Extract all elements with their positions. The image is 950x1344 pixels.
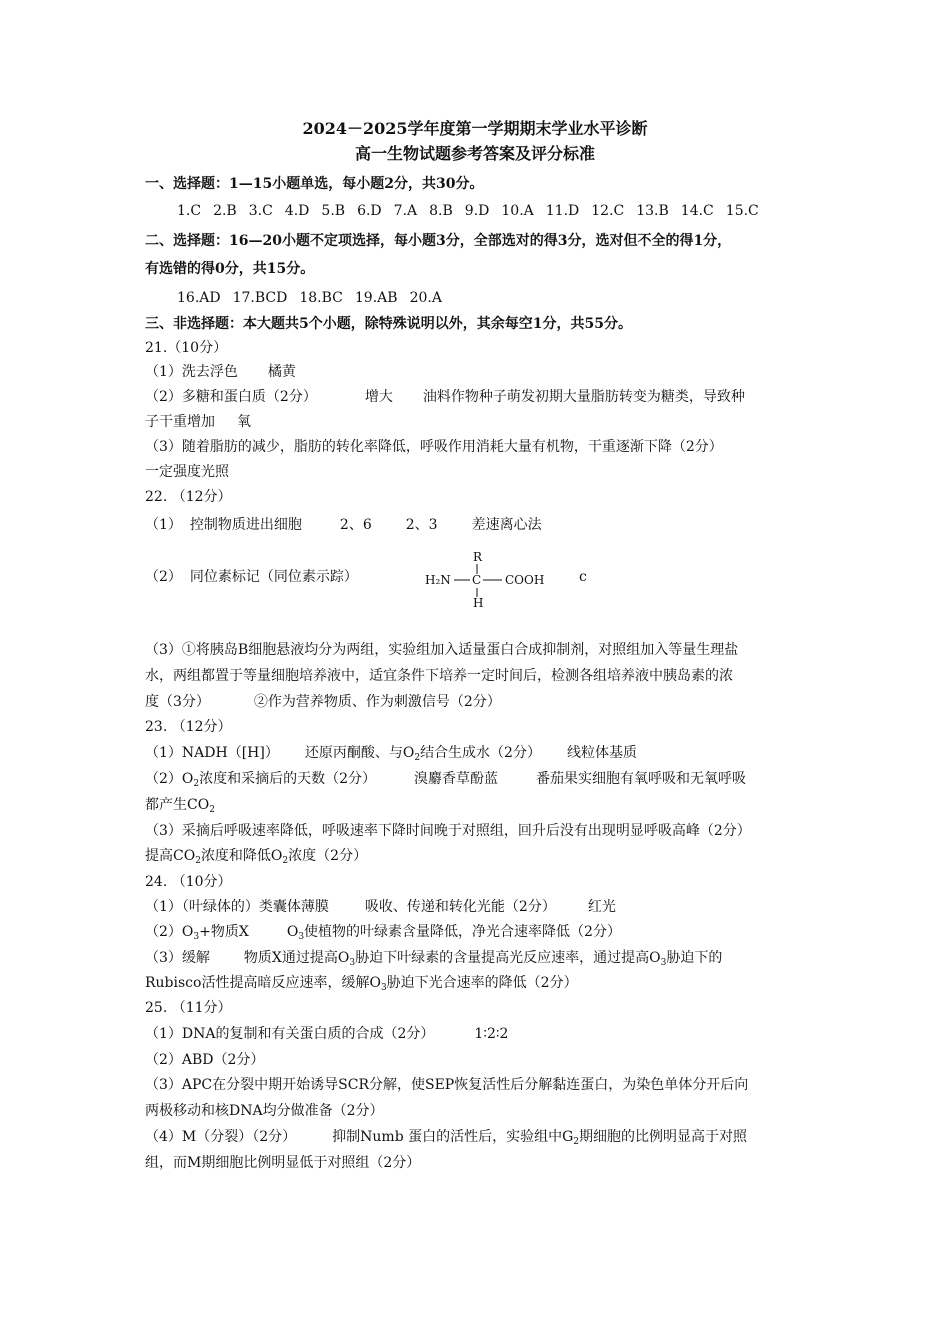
- section1-answer: 13.B: [636, 203, 669, 219]
- section1-answer: 3.C: [248, 203, 273, 219]
- chem-bonds: [420, 548, 570, 618]
- q25-part3-line1: （3）APC在分裂中期开始诱导SCR分解，使SEP恢复活性后分解黏连蛋白，为染色单体分开后向: [145, 1077, 749, 1093]
- q23-part3: （3）采摘后呼吸速率降低，呼吸速率下降时间晚于对照组，回升后没有出现明显呼吸高峰（2分）: [145, 823, 751, 839]
- section2-answer: 17.BCD: [232, 290, 288, 306]
- q24-heading: 24. （10分）: [145, 874, 232, 890]
- q25-part4-cont: 组，而M期细胞比例明显低于对照组（2分）: [145, 1155, 421, 1171]
- q24-part3-cont: Rubisco活性提高暗反应速率，缓解$O_3$胁迫下光合速率的降低（2分）: [145, 975, 578, 993]
- q25-part4: （4）M（分裂）（2分） 抑制Numb 蛋白的活性后，实验组中$G_2$期细胞的比例明显高于对照: [145, 1129, 748, 1147]
- section1-answer: 5.B: [321, 203, 346, 219]
- q23-part2-cont: 都产生$CO_2$: [145, 797, 215, 815]
- q22-part3-line1: （3）①将胰岛B细胞悬液均分为两组，实验组加入适量蛋白合成抑制剂，对照组加入等量生理盐: [145, 642, 739, 658]
- section1-answer: 9.D: [464, 203, 490, 219]
- section1-answer: 2.B: [213, 203, 237, 219]
- amino-acid-structure: [420, 548, 570, 618]
- section3-heading: 三、非选择题：本大题共5个小题，除特殊说明以外，其余每空1分，共55分。: [145, 316, 632, 332]
- section1-answer: 8.B: [429, 203, 453, 219]
- section2-answers: [177, 288, 454, 308]
- section2-heading-line2: 有选错的得0分，共15分。: [145, 261, 315, 277]
- q22-part1: （1） 控制物质进出细胞 2、6 2、3 差速离心法: [145, 517, 542, 533]
- q23-heading: 23. （12分）: [145, 719, 232, 735]
- q21-part2-cont: 子干重增加 氧: [145, 414, 251, 430]
- section1-answer: 4.D: [284, 203, 310, 219]
- section1-answer: 6.D: [357, 203, 382, 219]
- q21-part3: （3）随着脂肪的减少，脂肪的转化率降低，呼吸作用消耗大量有机物，干重逐渐下降（2分）: [145, 439, 723, 455]
- section1-answer: 7.A: [393, 203, 418, 219]
- chem-r: R: [473, 550, 483, 564]
- q25-part3-line2: 两极移动和核DNA均分做准备（2分）: [145, 1103, 384, 1119]
- q24-part1: （1）（叶绿体的）类囊体薄膜 吸收、传递和转化光能（2分） 红光: [145, 899, 616, 915]
- q25-part2: （2）ABD（2分）: [145, 1052, 265, 1068]
- doc-subtitle: 高一生物试题参考答案及评分标准: [354, 144, 595, 163]
- section1-answer: 15.C: [725, 203, 759, 219]
- chem-h: H: [473, 596, 484, 610]
- section1-answer: 12.C: [591, 203, 625, 219]
- chem-h2n: H₂N: [425, 573, 451, 587]
- section2-heading-line1: 二、选择题：16—20小题不定项选择，每小题3分，全部选对的得3分，选对但不全的得1分，: [145, 233, 732, 249]
- section1-answer: 14.C: [680, 203, 714, 219]
- q23-part3-cont: 提高$CO_2$浓度和降低$O_2$浓度（2分）: [145, 848, 368, 866]
- q21-part2: （2）多糖和蛋白质（2分） 增大 油料作物种子萌发初期大量脂肪转变为糖类，导致种: [145, 389, 745, 405]
- q22-heading: 22. （12分）: [145, 489, 232, 505]
- q22-part2-answer: c: [579, 569, 587, 585]
- section2-answer: 19.AB: [354, 290, 398, 306]
- q25-heading: 25. （11分）: [145, 1000, 232, 1016]
- q23-part2: $(2)O_2$浓度和采摘后的天数（2分） 溴麝香草酚蓝 番茄果实细胞有氧呼吸和无氧呼吸: [145, 771, 747, 789]
- q21-part1: （1）洗去浮色 橘黄: [145, 364, 296, 380]
- q22-part2: （2） 同位素标记（同位素示踪）: [145, 569, 358, 585]
- section1-heading: 一、选择题：1—15小题单选，每小题2分，共30分。: [145, 176, 484, 192]
- chem-c: C: [472, 573, 482, 587]
- q21-heading: 21.（10分）: [145, 340, 228, 356]
- chem-cooh: COOH: [505, 573, 545, 587]
- q23-part1: （1）NADH（[H]） 还原丙酮酸、与$O_2$结合生成水（2分） 线粒体基质: [145, 745, 637, 763]
- section2-answer: 18.BC: [299, 290, 343, 306]
- q24-part2: $(2)O_3+$物质X $O_3$使植物的叶绿素含量降低，净光合速率降低（2分）: [145, 924, 621, 942]
- section2-answer: 20.A: [409, 290, 442, 306]
- section2-answer: 16.AD: [177, 290, 221, 306]
- q21-part3-cont: 一定强度光照: [145, 464, 229, 480]
- section1-answers: [177, 201, 771, 221]
- q22-part3-line3: 度（3分） ②作为营养物质、作为刺激信号（2分）: [145, 694, 501, 710]
- q22-part3-line2: 水，两组都置于等量细胞培养液中，适宜条件下培养一定时间后，检测各组培养液中胰岛素的浓: [145, 668, 733, 684]
- section1-answer: 1.C: [177, 203, 202, 219]
- doc-title: 2024－2025学年度第一学期期末学业水平诊断: [302, 119, 648, 138]
- q25-part1: （1）DNA的复制和有关蛋白质的合成（2分） 1∶2∶2: [145, 1026, 509, 1042]
- q24-part3: （3）缓解 物质X通过提高$O_3$胁迫下叶绿素的含量提高光反应速率，通过提高$O_3$胁迫下的: [145, 950, 723, 968]
- section1-answer: 11.D: [545, 203, 580, 219]
- section1-answer: 10.A: [501, 203, 534, 219]
